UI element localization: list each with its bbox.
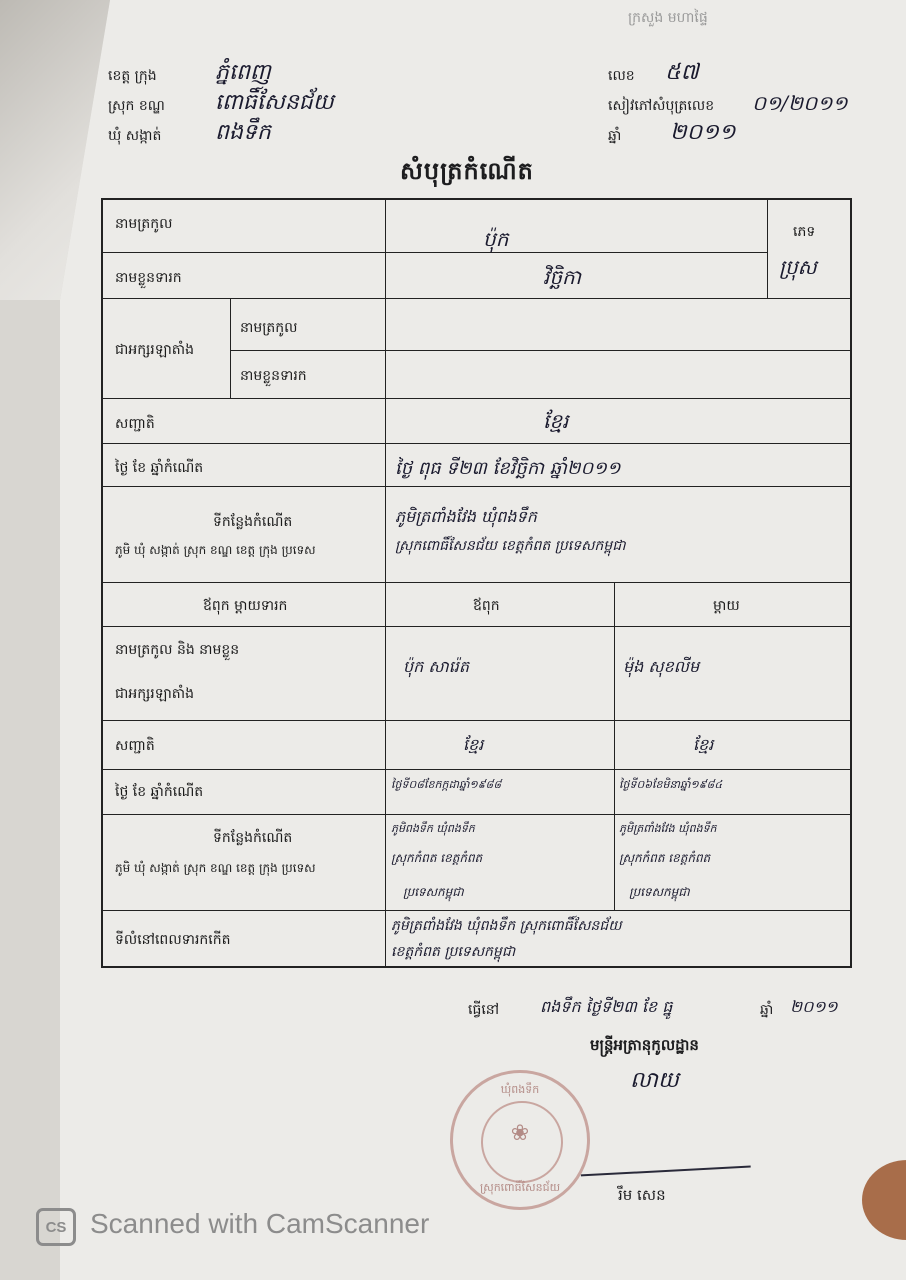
parent-pob-label: ទីកន្លែងកំណើត	[213, 830, 293, 846]
surname-label: នាមត្រកូល	[115, 216, 173, 232]
stamp-top-text: ឃុំពងទឹក	[500, 1083, 540, 1096]
province-label: ខេត្ត ក្រុង	[108, 68, 157, 84]
given-name-value: វិច្ឆិកា	[543, 265, 582, 289]
father-nationality: ខ្មែរ	[463, 735, 484, 754]
residence-value-2: ខេត្តកំពត ប្រទេសកម្ពុជា	[391, 944, 516, 960]
stamp-bottom-text: ស្រុកពោធិ៍សែនជ័យ	[479, 1181, 561, 1194]
dob-label: ថ្ងៃ ខែ ឆ្នាំកំណើត	[115, 460, 204, 476]
dob-value: ថ្ងៃ ពុធ ទី២៣ ខែវិច្ឆិកា ឆ្នាំ២០១១	[395, 458, 621, 479]
parent-latin-label: ជាអក្សរឡាតាំង	[115, 686, 195, 702]
document-title: សំបុត្រកំណើត	[400, 157, 534, 185]
parent-dob-label: ថ្ងៃ ខែ ឆ្នាំកំណើត	[115, 784, 204, 800]
year-value: ២០១១	[670, 120, 736, 145]
parent-pob-sublabel: ភូមិ ឃុំ សង្កាត់ ស្រុក ខណ្ឌ ខេត្ត ក្រុង ប្រទេស	[115, 861, 316, 875]
father-pob-1: ភូមិពងទឹក ឃុំពងទឹក	[391, 822, 475, 835]
mother-dob: ថ្ងៃទី០៦ខែមិនាឆ្នាំ១៩៨៤	[619, 778, 723, 791]
top-faded-stamp: ក្រសួង មហាផ្ទៃ	[628, 10, 708, 26]
camscanner-watermark: Scanned with CamScanner	[90, 1208, 430, 1239]
camscanner-logo-icon: CS	[36, 1208, 76, 1246]
nationality-value: ខ្មែរ	[543, 409, 569, 433]
province-value: ភ្នំពេញ	[215, 60, 271, 85]
father-pob-3: ប្រទេសកម្ពុជា	[403, 885, 464, 899]
made-year-value: ២០១១	[790, 997, 838, 1016]
mother-pob-2: ស្រុកកំពត ខេត្តកំពត	[619, 851, 711, 865]
district-label: ស្រុក ខណ្ឌ	[108, 98, 165, 114]
father-dob: ថ្ងៃទី០៨ខែកក្កដាឆ្នាំ១៩៨៨	[391, 778, 502, 791]
father-pob-2: ស្រុកកំពត ខេត្តកំពត	[391, 851, 483, 865]
stamp-emblem-icon: ❀	[510, 1121, 530, 1146]
mother-nationality: ខ្មែរ	[693, 735, 714, 754]
pob-label: ទីកន្លែងកំណើត	[213, 514, 293, 530]
commune-label: ឃុំ សង្កាត់	[108, 128, 162, 144]
made-at-value: ពងទឹក ថ្ងៃទី២៣ ខែ ធ្នូ	[540, 997, 673, 1016]
latin-surname-label: នាមត្រកូល	[240, 320, 298, 336]
district-value: ពោធិ៍សែនជ័យ	[215, 90, 334, 115]
book-label: សៀវភៅសំបុត្រលេខ	[608, 98, 715, 114]
surname-value: ប៉ុក	[483, 227, 509, 251]
officer-signature-note: លាយ	[630, 1068, 679, 1093]
latin-label: ជាអក្សរឡាតាំង	[115, 342, 195, 358]
made-at-label: ធ្វើនៅ	[468, 1002, 500, 1018]
year-label: ឆ្នាំ	[608, 128, 622, 144]
nationality-label: សញ្ជាតិ	[115, 416, 155, 432]
mother-name: ម៉ុង សុខលីម	[623, 657, 700, 676]
sex-value: ប្រុស	[779, 255, 817, 279]
parents-label: ឪពុក ម្ដាយទារក	[203, 598, 288, 614]
father-name: ប៉ុក សារ៉េត	[403, 657, 470, 676]
pob-value-2: ស្រុកពោធិ៍សែនជ័យ ខេត្តកំពត ប្រទេសកម្ពុជា	[395, 538, 626, 554]
number-label: លេខ	[608, 68, 635, 84]
officer-name: រឹម សេន	[618, 1186, 666, 1204]
mother-pob-1: ភូមិត្រពាំងវែង ឃុំពងទឹក	[619, 822, 717, 835]
mother-header: ម្ដាយ	[713, 598, 740, 614]
residence-label: ទីលំនៅពេលទារកកើត	[115, 932, 231, 948]
pob-sublabel: ភូមិ ឃុំ សង្កាត់ ស្រុក ខណ្ឌ ខេត្ត ក្រុង ប្រទេស	[115, 543, 316, 557]
made-year-label: ឆ្នាំ	[760, 1002, 774, 1018]
residence-value-1: ភូមិត្រពាំងវែង ឃុំពងទឹក ស្រុកពោធិ៍សែនជ័យ	[391, 918, 622, 934]
number-value: ៥៧	[665, 60, 699, 85]
parent-nationality-label: សញ្ជាតិ	[115, 738, 155, 754]
book-value: ០១/២០១១	[752, 91, 848, 115]
parent-names-label: នាមត្រកូល និង នាមខ្លួន	[115, 642, 240, 658]
latin-given-label: នាមខ្លួនទារក	[240, 368, 307, 384]
mother-pob-3: ប្រទេសកម្ពុជា	[629, 885, 690, 899]
pob-value-1: ភូមិត្រពាំងវែង ឃុំពងទឹក	[395, 507, 537, 526]
sex-label: ភេទ	[793, 224, 816, 240]
commune-value: ពងទឹក	[215, 120, 271, 145]
birth-form-table	[101, 198, 852, 968]
given-name-label: នាមខ្លួនទារក	[115, 270, 182, 286]
officer-title: មន្ត្រីអត្រានុកូលដ្ឋាន	[590, 1036, 699, 1054]
official-stamp	[450, 1070, 590, 1210]
father-header: ឪពុក	[473, 598, 500, 614]
